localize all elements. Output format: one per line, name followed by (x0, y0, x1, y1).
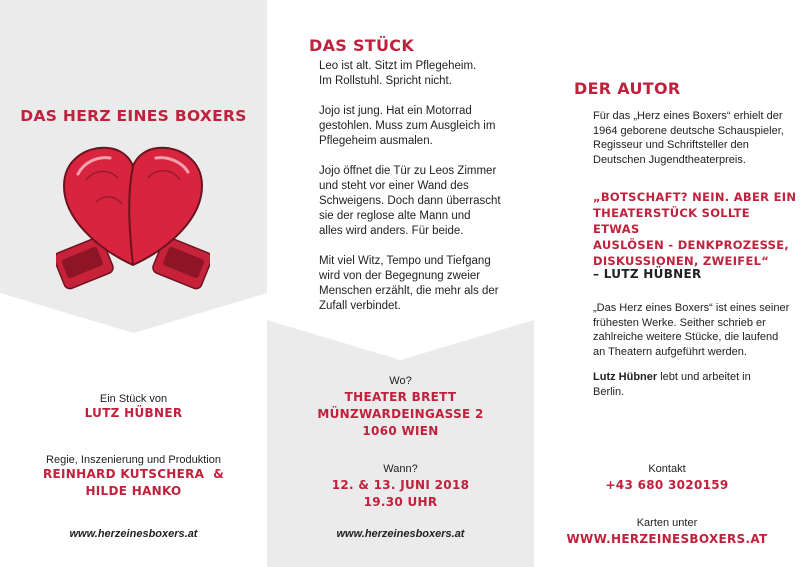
text-line: alles wird anders. Für beide. (319, 225, 464, 237)
paragraph (319, 164, 529, 239)
play-title: DAS HERZ EINES BOXERS (20, 107, 247, 125)
author-bio (593, 370, 798, 399)
text-line: Schweigens. Doch dann überrascht (319, 195, 501, 207)
right-panel (534, 0, 800, 567)
text-line: zahlreiche weitere Stücke, die laufend (593, 331, 779, 343)
text-line: Pflegeheim ausmalen. (319, 135, 433, 147)
quote-line: DISKUSSIONEN, ZWEIFEL“ (593, 254, 770, 268)
venue-street: MÜNZWARDEINGASSE 2 (317, 407, 484, 421)
author-name: LUTZ HÜBNER (84, 406, 183, 420)
quote-line: AUSLÖSEN - DENKPROZESSE, (593, 238, 790, 252)
text-line: gestohlen. Muss zum Ausgleich im (319, 120, 496, 132)
text-line: Regisseur und Schriftsteller den (593, 139, 749, 151)
middle-panel (267, 0, 534, 567)
direction-label: Regie, Inszenierung und Produktion (46, 454, 221, 466)
quote-line: „BOTSCHAFT? NEIN. ABER EIN (593, 190, 797, 204)
author-works (593, 301, 798, 359)
text-line: an Theatern aufgeführt werden. (593, 345, 747, 358)
text-line: Im Rollstuhl. Spricht nicht. (319, 75, 452, 87)
performance-dates: 12. & 13. JUNI 2018 (331, 478, 470, 492)
text-line: Jojo öffnet die Tür zu Leos Zimmer (319, 165, 497, 177)
text-line: wird von der Begegnung zweier (319, 270, 481, 282)
bio-name: Lutz Hübner (593, 371, 658, 383)
venue-name: THEATER BRETT (344, 390, 457, 404)
tickets-url[interactable]: WWW.HERZEINESBOXERS.AT (566, 532, 768, 546)
play-description (319, 59, 529, 329)
paragraph (319, 104, 529, 149)
text-line: Mit viel Witz, Tempo und Tiefgang (319, 255, 491, 267)
author-quote (593, 189, 798, 269)
venue-city: 1060 WIEN (362, 424, 439, 438)
by-label: Ein Stück von (99, 393, 168, 405)
director-2: HILDE HANKO (85, 484, 182, 498)
left-panel (0, 0, 267, 567)
text-line: Für das „Herz eines Boxers“ erhielt der (593, 110, 783, 122)
text-line: Leo ist alt. Sitzt im Pflegeheim. (319, 60, 477, 72)
section-heading-play: DAS STÜCK (309, 36, 415, 55)
bio-text: lebt und arbeitet in (657, 371, 751, 383)
text-line: Menschen erzählt, die mehr als der (319, 285, 499, 297)
tickets-label: Karten unter (636, 517, 698, 529)
text-line: sie der reglose alte Mann und (319, 210, 471, 222)
boxing-gloves-heart-icon (56, 140, 210, 294)
where-label: Wo? (389, 375, 412, 387)
website-link[interactable]: www.herzeinesboxers.at (69, 528, 198, 540)
text-line (593, 370, 798, 385)
website-link[interactable]: www.herzeinesboxers.at (336, 528, 465, 540)
director-1: REINHARD KUTSCHERA & (42, 467, 224, 481)
performance-time: 19.30 UHR (363, 495, 438, 509)
quote-line: THEATERSTÜCK SOLLTE ETWAS (593, 206, 750, 236)
text-line: 1964 geborene deutsche Schauspieler, (593, 124, 784, 137)
text-line: Jojo ist jung. Hat ein Motorrad (319, 105, 472, 117)
text-line: „Das Herz eines Boxers“ ist eines seiner (593, 302, 790, 314)
quote-attribution: – LUTZ HÜBNER (593, 267, 702, 281)
contact-label: Kontakt (648, 463, 686, 475)
section-heading-author: DER AUTOR (574, 79, 681, 98)
text-line: Deutschen Jugendtheaterpreis. (593, 153, 746, 166)
text-line: frühesten Werke. Seither schrieb er (593, 316, 766, 329)
text-line: Zufall verbindet. (319, 300, 401, 312)
paragraph (319, 254, 529, 314)
author-intro (593, 109, 798, 167)
paragraph (319, 59, 529, 89)
text-line: und steht vor einer Wand des (319, 180, 469, 192)
when-label: Wann? (383, 463, 418, 475)
phone-number[interactable]: +43 680 3020159 (605, 478, 729, 492)
text-line: Berlin. (593, 385, 625, 398)
